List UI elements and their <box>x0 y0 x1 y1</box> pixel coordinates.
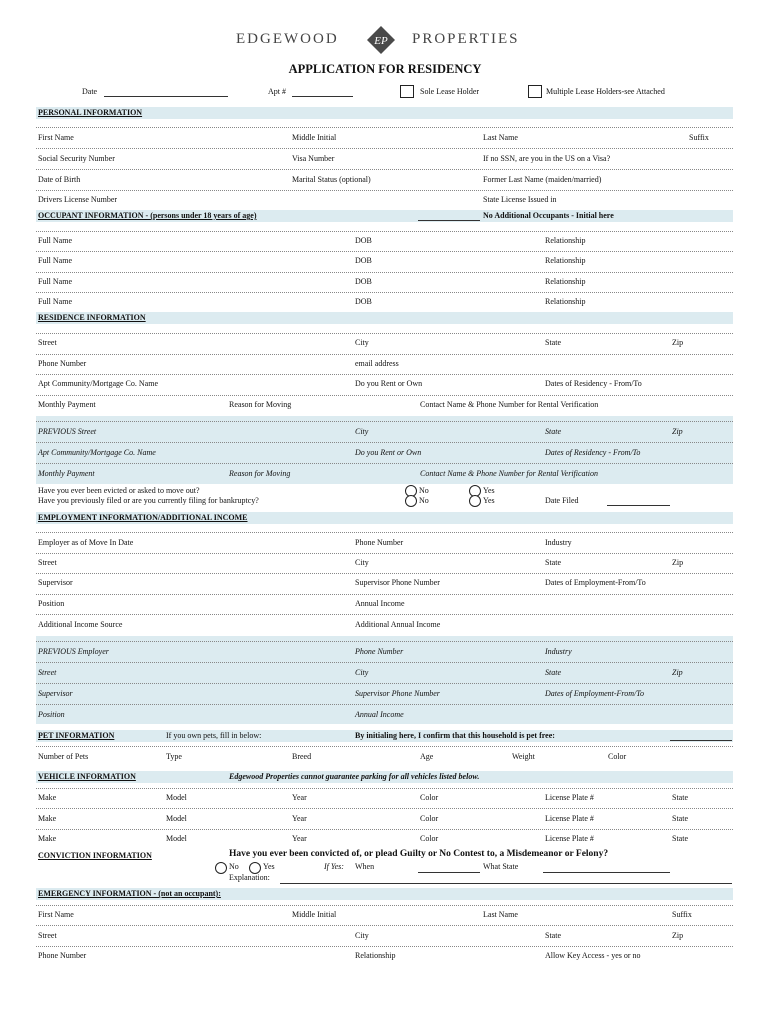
prev-rent-own-label: Do you Rent or Own <box>355 448 422 457</box>
em-zip-label: Zip <box>672 931 684 940</box>
rule <box>36 333 733 334</box>
emp-street-label: Street <box>38 558 57 567</box>
prev-annual-label: Annual Income <box>355 710 404 719</box>
annual-income-label: Annual Income <box>355 599 405 608</box>
pet-color-label: Color <box>608 752 627 761</box>
occ4-name-label: Full Name <box>38 297 72 306</box>
rule <box>36 925 733 926</box>
veh2-state-label: State <box>672 814 688 823</box>
rule <box>36 808 733 809</box>
logo-emblem <box>366 25 396 55</box>
dob-label: Date of Birth <box>38 175 81 184</box>
emp-zip-label: Zip <box>672 558 684 567</box>
prev-industry-label: Industry <box>545 647 572 656</box>
rule <box>36 746 733 747</box>
last-name-label: Last Name <box>483 133 518 142</box>
prev-position-label: Position <box>38 710 65 719</box>
veh3-color-label: Color <box>420 834 439 843</box>
former-name-label: Former Last Name (maiden/married) <box>483 175 602 184</box>
evicted-no-label: No <box>419 486 429 495</box>
veh2-color-label: Color <box>420 814 439 823</box>
state-issued-label: State License Issued in <box>483 195 557 204</box>
date-filed-field[interactable] <box>607 505 670 506</box>
prev-emp-state-label: State <box>545 668 561 677</box>
when-label: When <box>355 862 375 871</box>
em-relationship-label: Relationship <box>355 951 396 960</box>
emp-phone-label: Phone Number <box>355 538 404 547</box>
rule <box>36 442 733 443</box>
license-label: Drivers License Number <box>38 195 118 204</box>
conviction-no-label: No <box>229 862 239 871</box>
rule <box>36 829 733 830</box>
pet-breed-label: Breed <box>292 752 312 761</box>
explanation-label: Explanation: <box>229 873 270 882</box>
veh1-make-label: Make <box>38 793 57 802</box>
personal-heading: PERSONAL INFORMATION <box>38 108 143 117</box>
rule <box>36 127 733 128</box>
prev-emp-street-label: Street <box>38 668 57 677</box>
date-field[interactable] <box>104 96 228 97</box>
visa-label: Visa Number <box>292 154 335 163</box>
em-suffix-label: Suffix <box>672 910 692 919</box>
no-occupants-label: No Additional Occupants - Initial here <box>483 211 614 220</box>
occupant-initial-field[interactable] <box>418 220 480 221</box>
pet-heading: PET INFORMATION <box>38 731 115 740</box>
add-annual-label: Additional Annual Income <box>355 620 441 629</box>
occ2-dob-label: DOB <box>355 256 372 265</box>
occupant-heading: OCCUPANT INFORMATION - (persons under 18 years of age) <box>38 211 257 220</box>
page-title: APPLICATION FOR RESIDENCY <box>288 62 482 76</box>
vehicle-heading: VEHICLE INFORMATION <box>38 772 136 781</box>
rule <box>36 374 733 375</box>
rule <box>36 946 733 947</box>
multi-lease-checkbox[interactable] <box>528 85 542 98</box>
veh3-year-label: Year <box>292 834 307 843</box>
zip-label: Zip <box>672 338 684 347</box>
em-middle-label: Middle Initial <box>292 910 337 919</box>
veh3-make-label: Make <box>38 834 57 843</box>
emp-city-label: City <box>355 558 369 567</box>
occ3-name-label: Full Name <box>38 277 72 286</box>
rent-own-label: Do you Rent or Own <box>355 379 423 388</box>
veh2-model-label: Model <box>166 814 187 823</box>
brand-right: PROPERTIES <box>412 31 520 47</box>
middle-initial-label: Middle Initial <box>292 133 337 142</box>
explanation-field[interactable] <box>280 883 732 884</box>
veh2-year-label: Year <box>292 814 307 823</box>
prev-employer-label: PREVIOUS Employer <box>38 647 109 656</box>
industry-label: Industry <box>545 538 572 547</box>
prev-dates-label: Dates of Residency - From/To <box>545 448 641 457</box>
bankruptcy-no-radio[interactable] <box>405 495 417 507</box>
occ2-name-label: Full Name <box>38 256 72 265</box>
bankruptcy-no-label: No <box>419 496 429 505</box>
prev-zip-label: Zip <box>672 427 683 436</box>
conviction-question: Have you ever been convicted of, or plead Guilty or No Contest to, a Misdemeanor or Felony? <box>229 849 609 859</box>
state-label: State <box>545 338 561 347</box>
veh1-model-label: Model <box>166 793 187 802</box>
pet-weight-label: Weight <box>512 752 535 761</box>
rule <box>36 553 733 554</box>
veh3-plate-label: License Plate # <box>545 834 594 843</box>
conviction-heading: CONVICTION INFORMATION <box>38 851 152 860</box>
rule <box>36 272 733 273</box>
veh2-plate-label: License Plate # <box>545 814 594 823</box>
rule <box>36 354 733 355</box>
occ3-dob-label: DOB <box>355 277 372 286</box>
prev-city-label: City <box>355 427 369 436</box>
em-city-label: City <box>355 931 369 940</box>
logo-monogram: EP <box>374 35 388 47</box>
what-state-label: What State <box>483 862 519 871</box>
occ3-rel-label: Relationship <box>545 277 586 286</box>
prev-emp-city-label: City <box>355 668 369 677</box>
supervisor-label: Supervisor <box>38 578 73 587</box>
rule <box>36 148 733 149</box>
prev-payment-label: Monthly Payment <box>38 469 95 478</box>
suffix-label: Suffix <box>689 133 709 142</box>
rule <box>36 395 733 396</box>
emergency-heading: EMERGENCY INFORMATION - (not an occupant): <box>38 889 221 898</box>
employment-heading: EMPLOYMENT INFORMATION/ADDITIONAL INCOME <box>38 513 248 522</box>
if-yes-label: If Yes: <box>324 862 344 871</box>
rule <box>36 788 733 789</box>
evicted-yes-label: Yes <box>483 486 495 495</box>
bankruptcy-yes-label: Yes <box>483 496 495 505</box>
when-field[interactable] <box>418 872 480 873</box>
veh3-model-label: Model <box>166 834 187 843</box>
rule <box>36 292 733 293</box>
veh3-state-label: State <box>672 834 688 843</box>
employer-label: Employer as of Move In Date <box>38 538 134 547</box>
residence-heading: RESIDENCE INFORMATION <box>38 313 146 322</box>
rule <box>36 905 733 906</box>
emp-state-label: State <box>545 558 561 567</box>
phone-label: Phone Number <box>38 359 87 368</box>
em-state-label: State <box>545 931 561 940</box>
prev-sup-phone-label: Supervisor Phone Number <box>355 689 440 698</box>
occ1-dob-label: DOB <box>355 236 372 245</box>
rule <box>36 251 733 252</box>
occ2-rel-label: Relationship <box>545 256 586 265</box>
prev-street-label: PREVIOUS Street <box>38 427 97 436</box>
prev-emp-phone-label: Phone Number <box>355 647 404 656</box>
prev-supervisor-label: Supervisor <box>38 689 73 698</box>
position-label: Position <box>38 599 65 608</box>
rule <box>36 683 733 684</box>
rule <box>36 190 733 191</box>
em-last-label: Last Name <box>483 910 518 919</box>
veh1-state-label: State <box>672 793 688 802</box>
no-ssn-label: If no SSN, are you in the US on a Visa? <box>483 154 611 163</box>
rule <box>36 573 733 574</box>
prev-emp-zip-label: Zip <box>672 668 683 677</box>
ssn-label: Social Security Number <box>38 154 115 163</box>
vehicle-disclaimer: Edgewood Properties cannot guarantee parking for all vehicles listed below. <box>229 772 480 781</box>
rule <box>36 614 733 615</box>
bankruptcy-yes-radio[interactable] <box>469 495 481 507</box>
contact-label: Contact Name & Phone Number for Rental Verification <box>420 400 599 409</box>
evicted-question: Have you ever been evicted or asked to move out? <box>38 486 200 495</box>
residency-dates-label: Dates of Residency - From/To <box>545 379 642 388</box>
street-label: Street <box>38 338 57 347</box>
payment-label: Monthly Payment <box>38 400 96 409</box>
occ1-name-label: Full Name <box>38 236 72 245</box>
occ1-rel-label: Relationship <box>545 236 586 245</box>
add-source-label: Additional Income Source <box>38 620 123 629</box>
veh1-plate-label: License Plate # <box>545 793 594 802</box>
rule <box>36 662 733 663</box>
veh1-color-label: Color <box>420 793 439 802</box>
key-access-label: Allow Key Access - yes or no <box>545 951 641 960</box>
bankruptcy-question: Have you previously filed or are you currently filing for bankruptcy? <box>38 496 259 505</box>
pet-age-label: Age <box>420 752 434 761</box>
pet-type-label: Type <box>166 752 182 761</box>
prev-emp-dates-label: Dates of Employment-From/To <box>545 689 644 698</box>
prev-reason-label: Reason for Moving <box>229 469 291 478</box>
veh1-year-label: Year <box>292 793 307 802</box>
email-label: email address <box>355 359 399 368</box>
brand-left: EDGEWOOD <box>236 31 339 47</box>
community-label: Apt Community/Mortgage Co. Name <box>38 379 158 388</box>
pet-free-label: By initialing here, I confirm that this household is pet free: <box>355 731 555 740</box>
em-first-label: First Name <box>38 910 74 919</box>
apt-field[interactable] <box>292 96 353 97</box>
conviction-no-radio[interactable] <box>215 862 227 874</box>
em-phone-label: Phone Number <box>38 951 87 960</box>
emp-dates-label: Dates of Employment-From/To <box>545 578 646 587</box>
conviction-yes-label: Yes <box>263 862 275 871</box>
occ4-rel-label: Relationship <box>545 297 586 306</box>
rule <box>36 421 733 422</box>
own-pets-label: If you own pets, fill in below: <box>166 731 262 740</box>
multi-lease-label: Multiple Lease Holders-see Attached <box>546 87 665 96</box>
city-label: City <box>355 338 369 347</box>
pet-free-initial-field[interactable] <box>670 740 732 741</box>
pet-number-label: Number of Pets <box>38 752 89 761</box>
veh2-make-label: Make <box>38 814 57 823</box>
sole-lease-label: Sole Lease Holder <box>420 87 480 96</box>
date-label: Date <box>82 87 98 96</box>
rule <box>36 231 733 232</box>
prev-contact-label: Contact Name & Phone Number for Rental Verification <box>420 469 598 478</box>
date-filed-label: Date Filed <box>545 496 579 505</box>
rule <box>36 532 733 533</box>
what-state-field[interactable] <box>543 872 670 873</box>
rule <box>36 594 733 595</box>
rule <box>36 169 733 170</box>
sole-lease-checkbox[interactable] <box>400 85 414 98</box>
rule <box>36 463 733 464</box>
em-street-label: Street <box>38 931 57 940</box>
first-name-label: First Name <box>38 133 74 142</box>
marital-label: Marital Status (optional) <box>292 175 371 184</box>
rule <box>36 641 733 642</box>
occ4-dob-label: DOB <box>355 297 372 306</box>
prev-community-label: Apt Community/Mortgage Co. Name <box>38 448 156 457</box>
rule <box>36 704 733 705</box>
reason-label: Reason for Moving <box>229 400 292 409</box>
prev-state-label: State <box>545 427 561 436</box>
sup-phone-label: Supervisor Phone Number <box>355 578 440 587</box>
apt-label: Apt # <box>268 87 286 96</box>
